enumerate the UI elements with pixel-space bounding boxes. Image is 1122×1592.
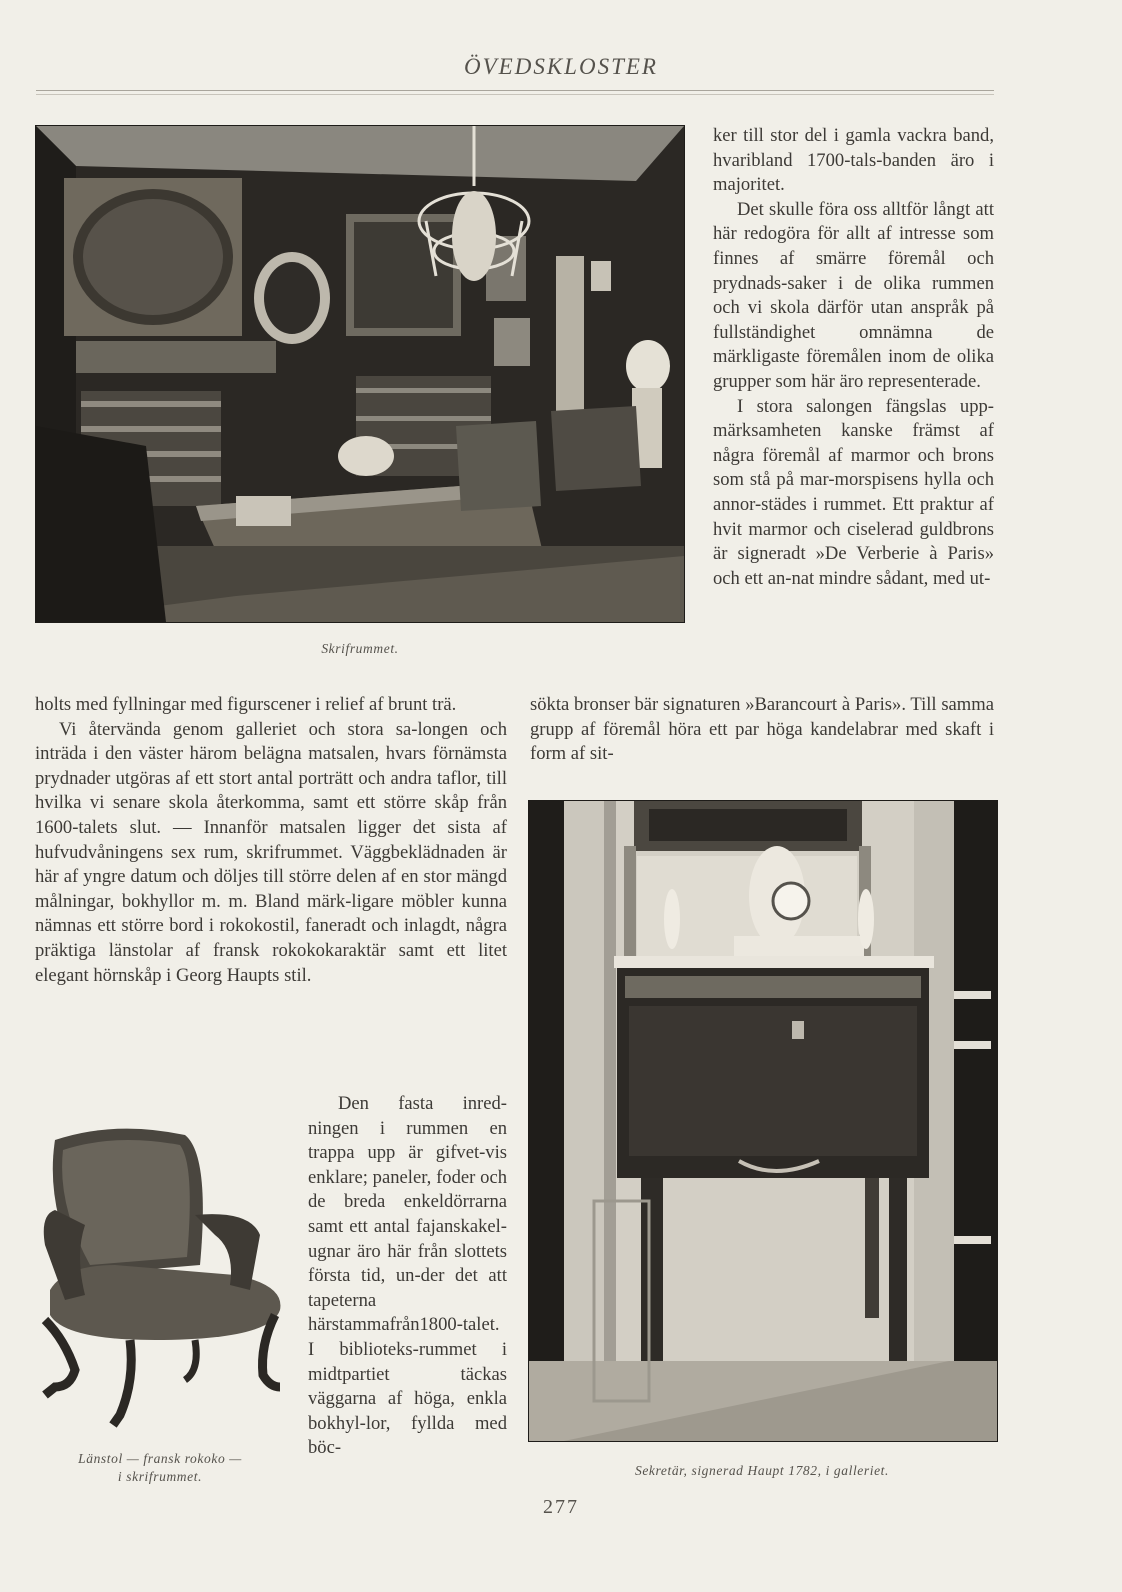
writing-room-caption: Skrifrummet. [321, 641, 399, 656]
left-column-text [35, 693, 507, 988]
header-rule [36, 90, 994, 91]
paragraph: sökta bronser bär signaturen »Barancourt à Paris». Till samma grupp af föremål höra ett par höga kandelabrar med skaft i form af sit- [530, 694, 994, 765]
chair-photo [35, 1125, 293, 1435]
paragraph: holts med fyllningar med figurscener i relief af brunt trä. [35, 694, 457, 715]
writing-room-photo [35, 125, 685, 623]
chair-caption-line-2: i skrifrummet. [117, 1469, 203, 1484]
paragraph: Det skulle föra oss alltför långt att här redogöra för allt af intresse som finnes af smärre föremål och prydnads-saker i de olika rummen och vi skola därför utan anspråk på fullständighet omnämna de märkligaste föremålen inom de olika grupper som här äro representerade. [713, 198, 994, 392]
paragraph: Vi återvända genom galleriet och stora sa-longen och inträda i den väster härom belägna matsalen, hvars förnämsta prydnader utgöras af ett stort antal porträtt och andra taflor, till hvilka vi senare skola återkomma, samt ett större skåp från 1600-talets slut. — Innanför matsalen ligger det sista af hufvudvåningens sex rum, skrifrummet. Väggbeklädnaden är här af yngre datum och döljes till större delen af en stor mängd målningar, bokhyllor m. m. Bland märk-ligare möbler kunna nämnas ett större bord i rokokostil, faneradt och inlagdt, några präktiga länstolar af fransk rokokokaraktär samt ett litet elegant hörnskåp i Georg Haupts stil. [35, 718, 507, 986]
right-column-top-text [713, 124, 994, 591]
chair-caption [35, 1450, 285, 1486]
paragraph: Den fasta inred-ningen i rummen en trappa upp är gifvet-vis enklare; paneler, foder och de breda enkeldörrarna samt ett antal fajanskakel-ugnar äro här från slottets första tid, un-der det att tapeterna härstammafrån1800-talet. I biblioteks-rummet i midtpartiet täckas väggarna af höga, enkla bokhyl-lor, fyllda med böc- [308, 1093, 507, 1459]
secretary-photo [528, 800, 998, 1442]
secretary-caption: Sekretär, signerad Haupt 1782, i galleriet. [634, 1463, 890, 1478]
header-rule-thin [36, 94, 994, 95]
running-head: ÖVEDSKLOSTER [464, 54, 658, 79]
paragraph: ker till stor del i gamla vackra band, hvaribland 1700-tals-banden äro i majoritet. [713, 125, 994, 196]
narrow-column-text [308, 1092, 507, 1461]
right-column-middle-text [530, 693, 994, 767]
chair-caption-line-1: Länstol — fransk rokoko — [78, 1451, 242, 1466]
page-number: 277 [543, 1496, 579, 1518]
paragraph: I stora salongen fängslas upp-märksamheten kanske främst af några föremål af marmor och brons som stå på mar-morspisens hylla och annor-städes i rummet. Ett praktur af hvit marmor och ciselerad guldbrons är signeradt »De Verberie à Paris» och ett an-nat mindre sådant, med ut- [713, 395, 994, 589]
